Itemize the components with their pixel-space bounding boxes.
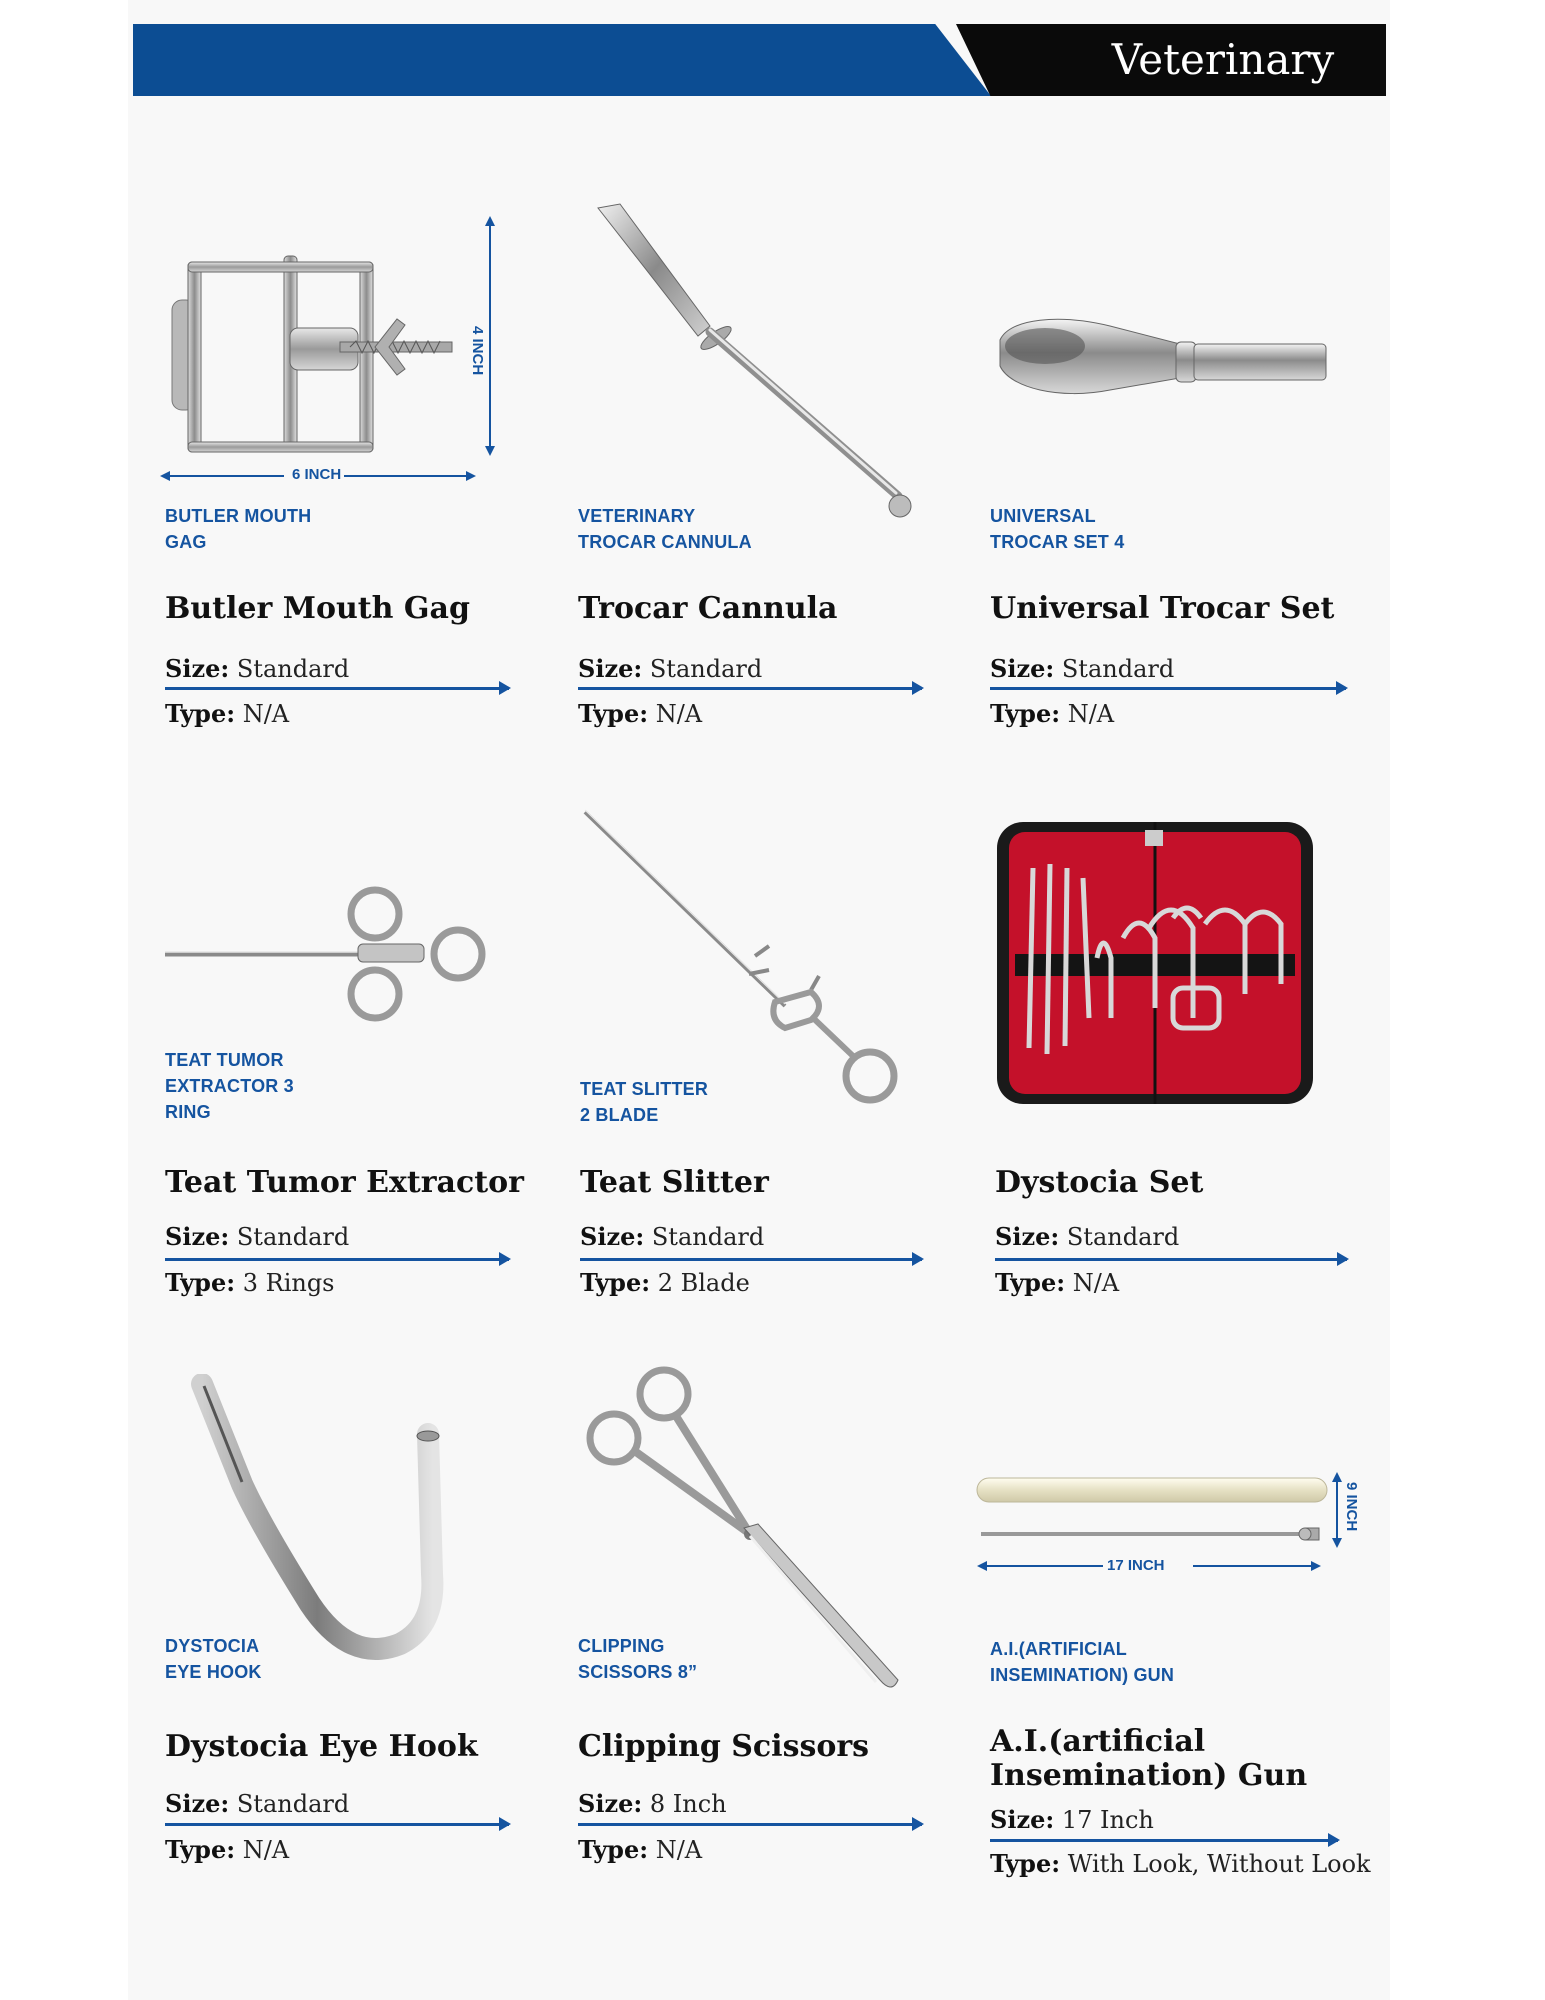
detail-arrow[interactable] bbox=[165, 1258, 509, 1261]
detail-arrow[interactable] bbox=[995, 1258, 1347, 1261]
product-tag: BUTLER MOUTH GAG bbox=[165, 506, 312, 552]
type-value: With Look, Without Look bbox=[1067, 1850, 1371, 1878]
product-tag: CLIPPING SCISSORS 8” bbox=[578, 1636, 698, 1682]
detail-arrow[interactable] bbox=[578, 1823, 922, 1826]
type-row bbox=[578, 1835, 702, 1864]
dimension-height-label: 9 INCH bbox=[1343, 1482, 1360, 1532]
size-label: Size: bbox=[580, 1222, 645, 1251]
type-label: Type: bbox=[995, 1268, 1066, 1297]
type-value: N/A bbox=[1067, 700, 1115, 728]
product-name: Trocar Cannula bbox=[578, 591, 838, 626]
type-value: 3 Rings bbox=[242, 1269, 335, 1297]
size-row bbox=[578, 654, 762, 683]
type-value: N/A bbox=[655, 1836, 703, 1864]
product-tag: VETERINARY TROCAR CANNULA bbox=[578, 506, 752, 552]
type-value: N/A bbox=[655, 700, 703, 728]
size-label: Size: bbox=[165, 654, 230, 683]
product-name: Universal Trocar Set bbox=[990, 591, 1335, 626]
trocar-cannula-image bbox=[580, 200, 920, 530]
type-label: Type: bbox=[580, 1268, 651, 1297]
dystocia-eye-hook-image bbox=[180, 1374, 480, 1664]
type-row bbox=[580, 1268, 750, 1297]
product-name: Dystocia Set bbox=[995, 1165, 1204, 1200]
type-row bbox=[165, 699, 289, 728]
type-label: Type: bbox=[165, 699, 236, 728]
type-value: 2 Blade bbox=[657, 1269, 750, 1297]
size-value: 17 Inch bbox=[1061, 1806, 1154, 1834]
dimension-height-label: 4 INCH bbox=[469, 326, 486, 376]
product-tag: DYSTOCIA EYE HOOK bbox=[165, 1636, 262, 1682]
type-label: Type: bbox=[990, 699, 1061, 728]
size-label: Size: bbox=[165, 1222, 230, 1251]
dystocia-set-image bbox=[995, 818, 1317, 1108]
detail-arrow[interactable] bbox=[165, 1823, 509, 1826]
page-title: Veterinary bbox=[1111, 35, 1335, 84]
detail-arrow[interactable] bbox=[580, 1258, 922, 1261]
teat-tumor-extractor-image bbox=[160, 880, 500, 1030]
size-row bbox=[580, 1222, 764, 1251]
size-label: Size: bbox=[995, 1222, 1060, 1251]
size-label: Size: bbox=[578, 654, 643, 683]
size-row bbox=[165, 1789, 349, 1818]
size-row bbox=[990, 1805, 1154, 1834]
size-row bbox=[995, 1222, 1179, 1251]
butler-mouth-gag-image bbox=[160, 210, 520, 490]
product-tag: TEAT SLITTER 2 BLADE bbox=[580, 1079, 709, 1125]
size-value: 8 Inch bbox=[649, 1790, 727, 1818]
type-row bbox=[995, 1268, 1119, 1297]
size-value: Standard bbox=[649, 655, 763, 683]
product-name: Teat Slitter bbox=[580, 1165, 769, 1200]
header-band-blue bbox=[133, 24, 991, 96]
detail-arrow[interactable] bbox=[990, 1839, 1338, 1842]
type-row bbox=[990, 699, 1114, 728]
type-row bbox=[165, 1268, 335, 1297]
product-name: Clipping Scissors bbox=[578, 1729, 870, 1764]
product-name: Butler Mouth Gag bbox=[165, 591, 470, 626]
detail-arrow[interactable] bbox=[578, 687, 922, 690]
size-row bbox=[578, 1789, 727, 1818]
dimension-width-label: 17 INCH bbox=[1107, 1557, 1165, 1574]
size-row bbox=[990, 654, 1174, 683]
product-name: A.I.(artificial Insemination) Gun bbox=[990, 1724, 1308, 1793]
size-label: Size: bbox=[990, 1805, 1055, 1834]
type-value: N/A bbox=[242, 700, 290, 728]
dimension-width-label: 6 INCH bbox=[292, 466, 342, 483]
product-tag: UNIVERSAL TROCAR SET 4 bbox=[990, 506, 1125, 552]
product-tag: TEAT TUMOR EXTRACTOR 3 RING bbox=[165, 1050, 294, 1122]
product-tag: A.I.(ARTIFICIAL INSEMINATION) GUN bbox=[990, 1639, 1175, 1685]
ai-gun-image bbox=[975, 1470, 1365, 1580]
size-value: Standard bbox=[236, 1790, 350, 1818]
size-value: Standard bbox=[1061, 655, 1175, 683]
size-value: Standard bbox=[1066, 1223, 1180, 1251]
product-name: Teat Tumor Extractor bbox=[165, 1165, 524, 1200]
product-name: Dystocia Eye Hook bbox=[165, 1729, 478, 1764]
detail-arrow[interactable] bbox=[990, 687, 1346, 690]
type-value: N/A bbox=[1072, 1269, 1120, 1297]
universal-trocar-set-image bbox=[990, 300, 1350, 410]
size-value: Standard bbox=[651, 1223, 765, 1251]
size-row bbox=[165, 1222, 349, 1251]
size-label: Size: bbox=[165, 1789, 230, 1818]
size-label: Size: bbox=[578, 1789, 643, 1818]
size-value: Standard bbox=[236, 655, 350, 683]
type-row bbox=[990, 1849, 1371, 1878]
size-value: Standard bbox=[236, 1223, 350, 1251]
type-row bbox=[578, 699, 702, 728]
type-label: Type: bbox=[578, 1835, 649, 1864]
type-label: Type: bbox=[165, 1268, 236, 1297]
type-value: N/A bbox=[242, 1836, 290, 1864]
type-label: Type: bbox=[165, 1835, 236, 1864]
size-label: Size: bbox=[990, 654, 1055, 683]
type-label: Type: bbox=[990, 1849, 1061, 1878]
size-row bbox=[165, 654, 349, 683]
detail-arrow[interactable] bbox=[165, 687, 509, 690]
type-label: Type: bbox=[578, 699, 649, 728]
type-row bbox=[165, 1835, 289, 1864]
